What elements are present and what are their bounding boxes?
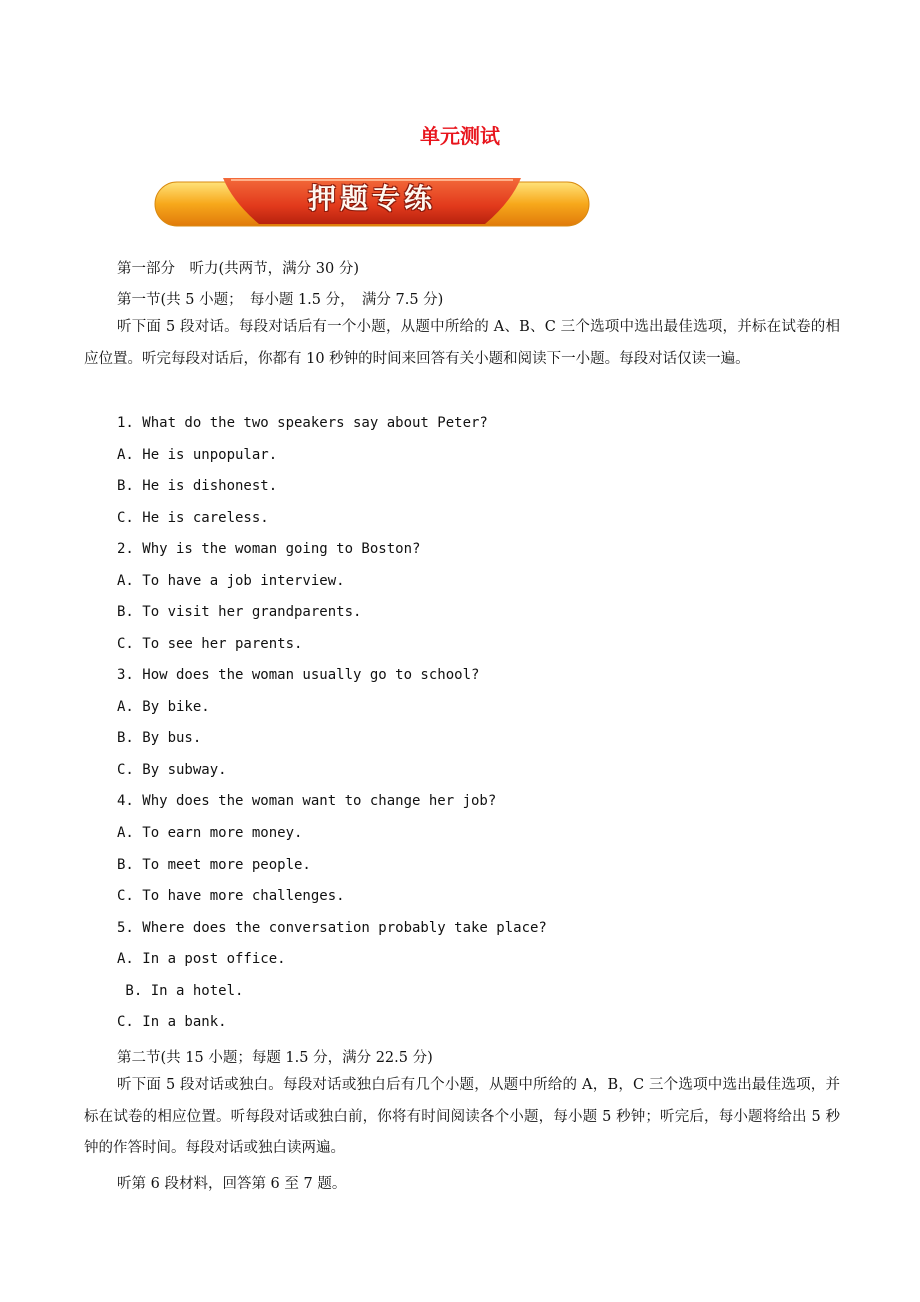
section2-instructions: 听下面 5 段对话或独白。每段对话或独白后有几个小题，从题中所给的 A，B，C 三个选项中选出最佳选项，并标在试卷的相应位置。听每段对话或独白前，你将有时间阅读各个小题，每小题 5 秒钟；听完后，每小题将给出 5 秒钟的作答时间。每段对话或独白读两遍。 (84, 1077, 840, 1156)
question-option: A. By bike. (117, 699, 210, 715)
section1-instructions: 听下面 5 段对话。每段对话后有一个小题，从题中所给的 A、B、C 三个选项中选出最佳选项，并标在试卷的相应位置。听完每段对话后，你都有 10 秒钟的时间来回答有关小题和阅读下一小题。每段对话仅读一遍。 (84, 319, 840, 367)
question-stem: 2. Why is the woman going to Boston? (117, 541, 421, 557)
question-option: B. To meet more people. (117, 857, 311, 873)
section1-heading: 第一节(共 5 小题； 每小题 1.5 分， 满分 7.5 分) (117, 292, 444, 308)
question-option: A. To earn more money. (117, 825, 303, 841)
question-option: C. By subway. (117, 762, 227, 778)
material6-heading: 听第 6 段材料，回答第 6 至 7 题。 (117, 1176, 347, 1192)
part1-heading: 第一部分 听力(共两节，满分 30 分) (117, 261, 359, 277)
question-option: B. By bus. (117, 730, 202, 746)
question-option: C. He is careless. (117, 510, 269, 526)
question-option: B. He is dishonest. (117, 478, 278, 494)
question-option: B. In a hotel. (117, 983, 244, 999)
question-option: A. To have a job interview. (117, 573, 345, 589)
question-option: A. In a post office. (117, 951, 286, 967)
question-option: C. In a bank. (117, 1014, 227, 1030)
question-option: C. To have more challenges. (117, 888, 345, 904)
question-stem: 5. Where does the conversation probably take place? (117, 920, 547, 936)
page-title: 单元测试 (420, 124, 500, 148)
question-option: B. To visit her grandparents. (117, 604, 362, 620)
section2-heading: 第二节(共 15 小题；每题 1.5 分，满分 22.5 分) (117, 1050, 433, 1066)
question-stem: 3. How does the woman usually go to school? (117, 667, 480, 683)
question-stem: 1. What do the two speakers say about Peter? (117, 415, 488, 431)
question-option: A. He is unpopular. (117, 447, 278, 463)
banner-text: 押题专练 (307, 182, 436, 215)
question-option: C. To see her parents. (117, 636, 303, 652)
question-stem: 4. Why does the woman want to change her job? (117, 793, 497, 809)
